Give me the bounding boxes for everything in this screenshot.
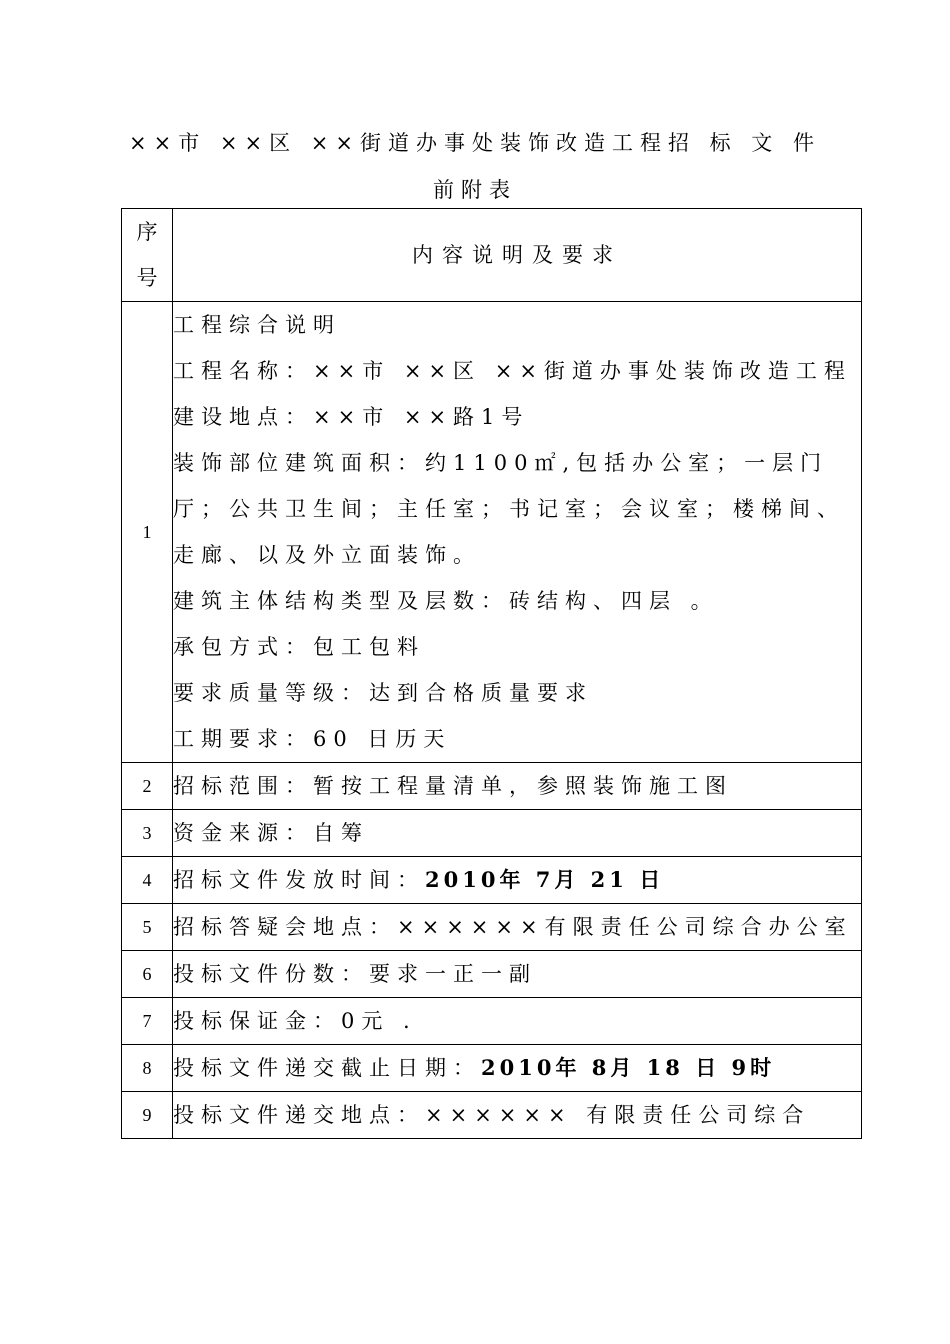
table-row xyxy=(122,302,862,763)
row-line: 建筑主体结构类型及层数：砖结构、四层 。 xyxy=(173,589,719,613)
table-row xyxy=(122,763,862,810)
row-content: 投标保证金：0元 . xyxy=(173,998,862,1045)
table-row xyxy=(122,951,862,998)
row-line: 招标答疑会地点：××××××有限责任公司综合办公室 xyxy=(173,915,853,939)
deadline-date: 2010年 8月 18 日 9时 xyxy=(481,1055,776,1080)
row-number: 4 xyxy=(122,857,173,904)
row-number: 6 xyxy=(122,951,173,998)
header-content: 内容说明及要求 xyxy=(173,209,862,302)
header-serial-char-1: 序 xyxy=(136,220,158,244)
row-line: 要求质量等级：达到合格质量要求 xyxy=(173,681,593,705)
row-number: 3 xyxy=(122,810,173,857)
row-content xyxy=(173,904,862,951)
table-row xyxy=(122,857,862,904)
row-label: 投标文件递交截止日期： xyxy=(173,1056,481,1080)
row-number: 7 xyxy=(122,998,173,1045)
preamble-table xyxy=(121,208,862,1139)
row-content: 投标文件份数：要求一正一副 xyxy=(173,951,862,998)
row-number: 8 xyxy=(122,1045,173,1092)
header-serial-number xyxy=(122,209,173,302)
row-number: 5 xyxy=(122,904,173,951)
row-content xyxy=(173,1092,862,1139)
row-line: 工程名称：××市 ××区 ××街道办事处装饰改造工程 xyxy=(173,359,852,383)
row-line: 承包方式：包工包料 xyxy=(173,635,425,659)
table-row xyxy=(122,904,862,951)
table-header-row xyxy=(122,209,862,302)
row-line: 工程综合说明 xyxy=(173,313,341,337)
table-row xyxy=(122,998,862,1045)
row-number: 1 xyxy=(122,302,173,763)
row-label: 招标文件发放时间： xyxy=(173,868,425,892)
table-row xyxy=(122,1045,862,1092)
row-number: 2 xyxy=(122,763,173,810)
row-line: 建设地点：××市 ××路1号 xyxy=(173,405,530,429)
row-line: 工期要求：60 日历天 xyxy=(173,727,452,751)
header-serial-char-2: 号 xyxy=(136,266,158,290)
row-content xyxy=(173,1045,862,1092)
row-number: 9 xyxy=(122,1092,173,1139)
row-content xyxy=(173,302,862,763)
row-content xyxy=(173,857,862,904)
issue-date: 2010年 7月 21 日 xyxy=(425,867,665,892)
row-content: 招标范围：暂按工程量清单，参照装饰施工图 xyxy=(173,763,862,810)
row-content: 资金来源：自筹 xyxy=(173,810,862,857)
document-title: ××市 ××区 ××街道办事处装饰改造工程招 标 文 件 xyxy=(129,131,821,155)
table-row xyxy=(122,810,862,857)
document-subtitle: 前附表 xyxy=(433,178,517,202)
row-line: 装饰部位建筑面积：约1100㎡,包括办公室；一层门厅；公共卫生间；主任室；书记室；会议室；楼梯间、走廊、以及外立面装饰。 xyxy=(173,451,845,567)
table-row xyxy=(122,1092,862,1139)
row-line: 投标文件递交地点：×××××× 有限责任公司综合 xyxy=(173,1103,811,1127)
